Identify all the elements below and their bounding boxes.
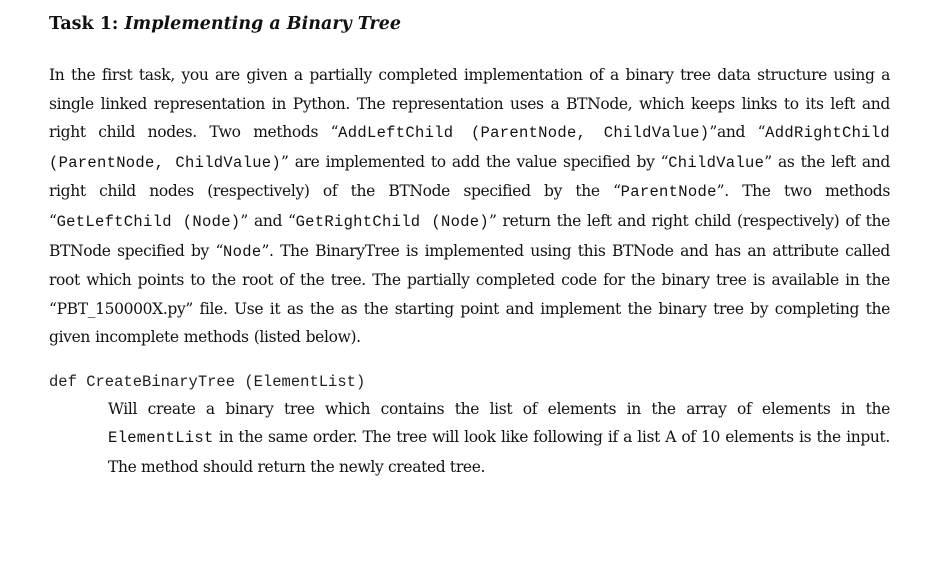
document-page: [49, 10, 890, 481]
para-text-3: ” are implemented to add the value specified by “: [281, 152, 669, 171]
method-desc-text-1: Will create a binary tree which contains the list of elements in the array of elements in the: [108, 399, 890, 418]
method-description: [108, 395, 890, 481]
method-signature: def CreateBinaryTree (ElementList): [49, 372, 366, 391]
code-node: Node: [223, 242, 262, 261]
para-text-4: ” as the left and right child nodes (respectively) of the BTNode specified by the “: [49, 152, 891, 201]
task-heading-prefix: Task 1:: [49, 14, 125, 34]
code-add-left-child: AddLeftChild (ParentNode, ChildValue): [338, 124, 710, 143]
code-child-value: ChildValue: [668, 153, 765, 172]
code-element-list: ElementList: [108, 429, 214, 448]
para-text-8: ”. The BinaryTree is implemented using this BTNode and has an attribute called root which points to the root of the tree. The partially completed code for the binary tree is available in the “PBT_150000X.py” file. Use it as the as the starting point and implement the binary tree by completing the given incomplete methods (listed below).: [49, 241, 890, 347]
para-text-5: ”. The two methods “: [49, 182, 890, 230]
code-get-left-child: GetLeftChild (Node): [56, 212, 241, 231]
method-desc-text-2: in the same order. The tree will look like following if a list A of 10 elements is the input. The method should return the newly created tree.: [108, 428, 890, 476]
para-text-6: ” and “: [240, 211, 296, 230]
code-parent-node: ParentNode: [620, 183, 717, 202]
task-heading: [49, 10, 890, 38]
code-get-right-child: GetRightChild (Node): [295, 212, 489, 231]
para-text-2: ”and “: [709, 123, 766, 142]
para-text-7: ” return the left and right child (respectively) of the BTNode specified by “: [49, 211, 890, 260]
code-add-right-child: AddRightChild (ParentNode, ChildValue): [49, 124, 890, 172]
task-heading-title: Implementing a Binary Tree: [124, 14, 402, 34]
para-text-1: In the first task, you are given a partially completed implementation of a binary tree data structure using a single linked representation in Python. The representation uses a BTNode, which keeps links to its left and right child nodes. Two methods “: [49, 66, 890, 142]
task-description-paragraph: [49, 61, 890, 352]
